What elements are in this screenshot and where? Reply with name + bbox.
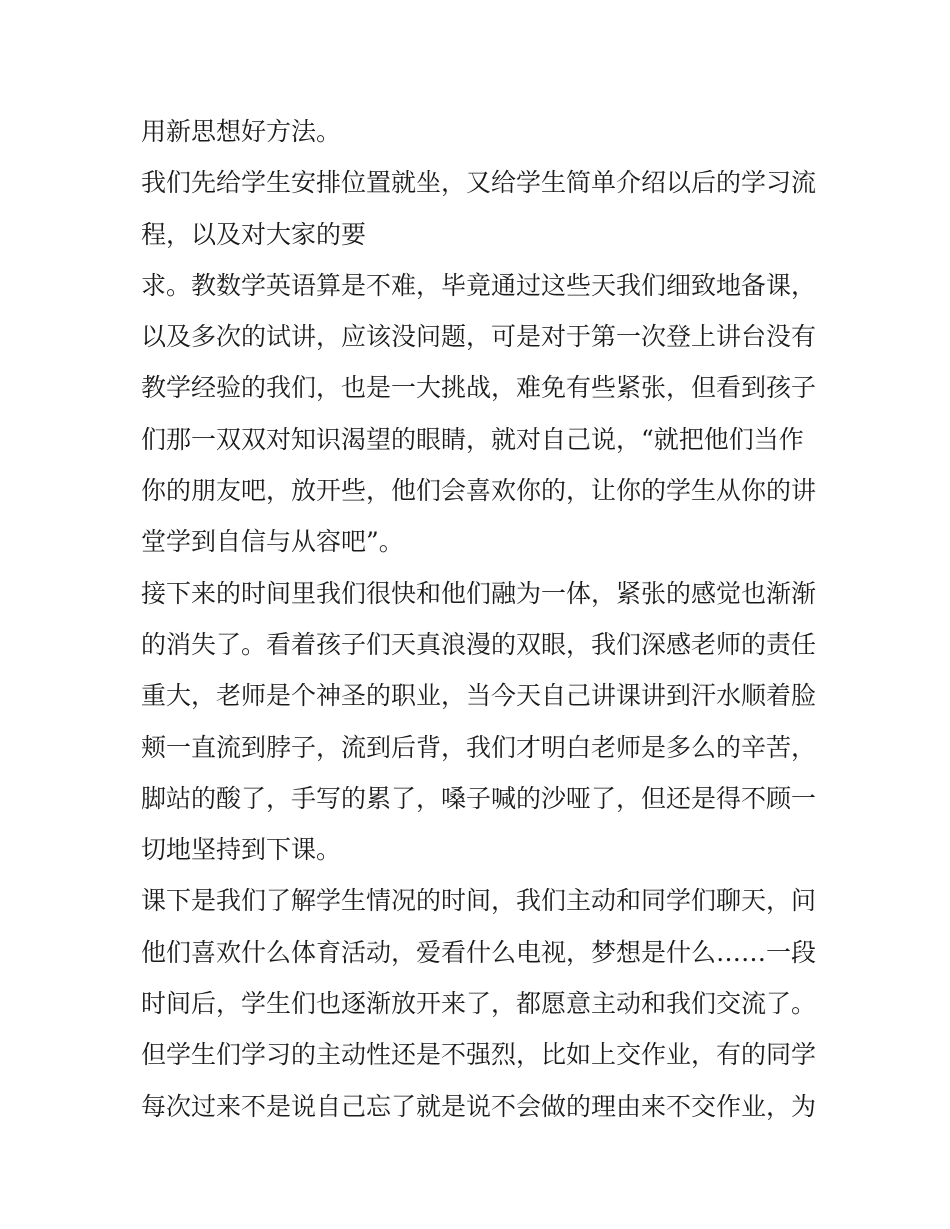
text-line: 每次过来不是说自己忘了就是说不会做的理由来不交作业，为	[141, 1091, 817, 1121]
text-line: 求。教数学英语算是不难，毕竟通过这些天我们细致地备课，	[141, 270, 817, 300]
text-line: 的消失了。看着孩子们天真浪漫的双眼，我们深感老师的责任	[141, 629, 817, 659]
text-line: 用新思想好方法。	[141, 117, 342, 146]
text-line: 我们先给学生安排位置就坐，又给学生简单介绍以后的学习流	[141, 168, 817, 198]
text-line: 但学生们学习的主动性还是不强烈，比如上交作业，有的同学	[141, 1040, 817, 1070]
text-line: 切地坚持到下课。	[141, 835, 342, 865]
text-line: 时间后，学生们也逐渐放开来了，都愿意主动和我们交流了。	[141, 989, 817, 1019]
text-line: 你的朋友吧，放开些，他们会喜欢你的，让你的学生从你的讲	[141, 476, 817, 506]
text-line: 重大，老师是个神圣的职业，当今天自己讲课讲到汗水顺着脸	[141, 681, 817, 711]
body-text	[141, 106, 821, 1132]
text-line: 他们喜欢什么体育活动，爱看什么电视，梦想是什么……一段	[141, 937, 817, 967]
text-line: 颊一直流到脖子，流到后背，我们才明白老师是多么的辛苦，	[141, 732, 817, 762]
text-line: 教学经验的我们，也是一大挑战，难免有些紧张，但看到孩子	[141, 373, 817, 403]
text-line: 堂学到自信与从容吧”。	[141, 527, 404, 557]
text-line: 接下来的时间里我们很快和他们融为一体，紧张的感觉也渐渐	[141, 578, 817, 608]
text-line: 程，以及对大家的要	[141, 219, 367, 249]
text-line: 课下是我们了解学生情况的时间，我们主动和同学们聊天，问	[141, 886, 817, 916]
text-line: 们那一双双对知识渴望的眼睛，就对自己说，“就把他们当作	[141, 424, 804, 454]
text-line: 脚站的酸了，手写的累了，嗓子喊的沙哑了，但还是得不顾一	[141, 783, 817, 813]
text-line: 以及多次的试讲，应该没问题，可是对于第一次登上讲台没有	[141, 322, 817, 352]
